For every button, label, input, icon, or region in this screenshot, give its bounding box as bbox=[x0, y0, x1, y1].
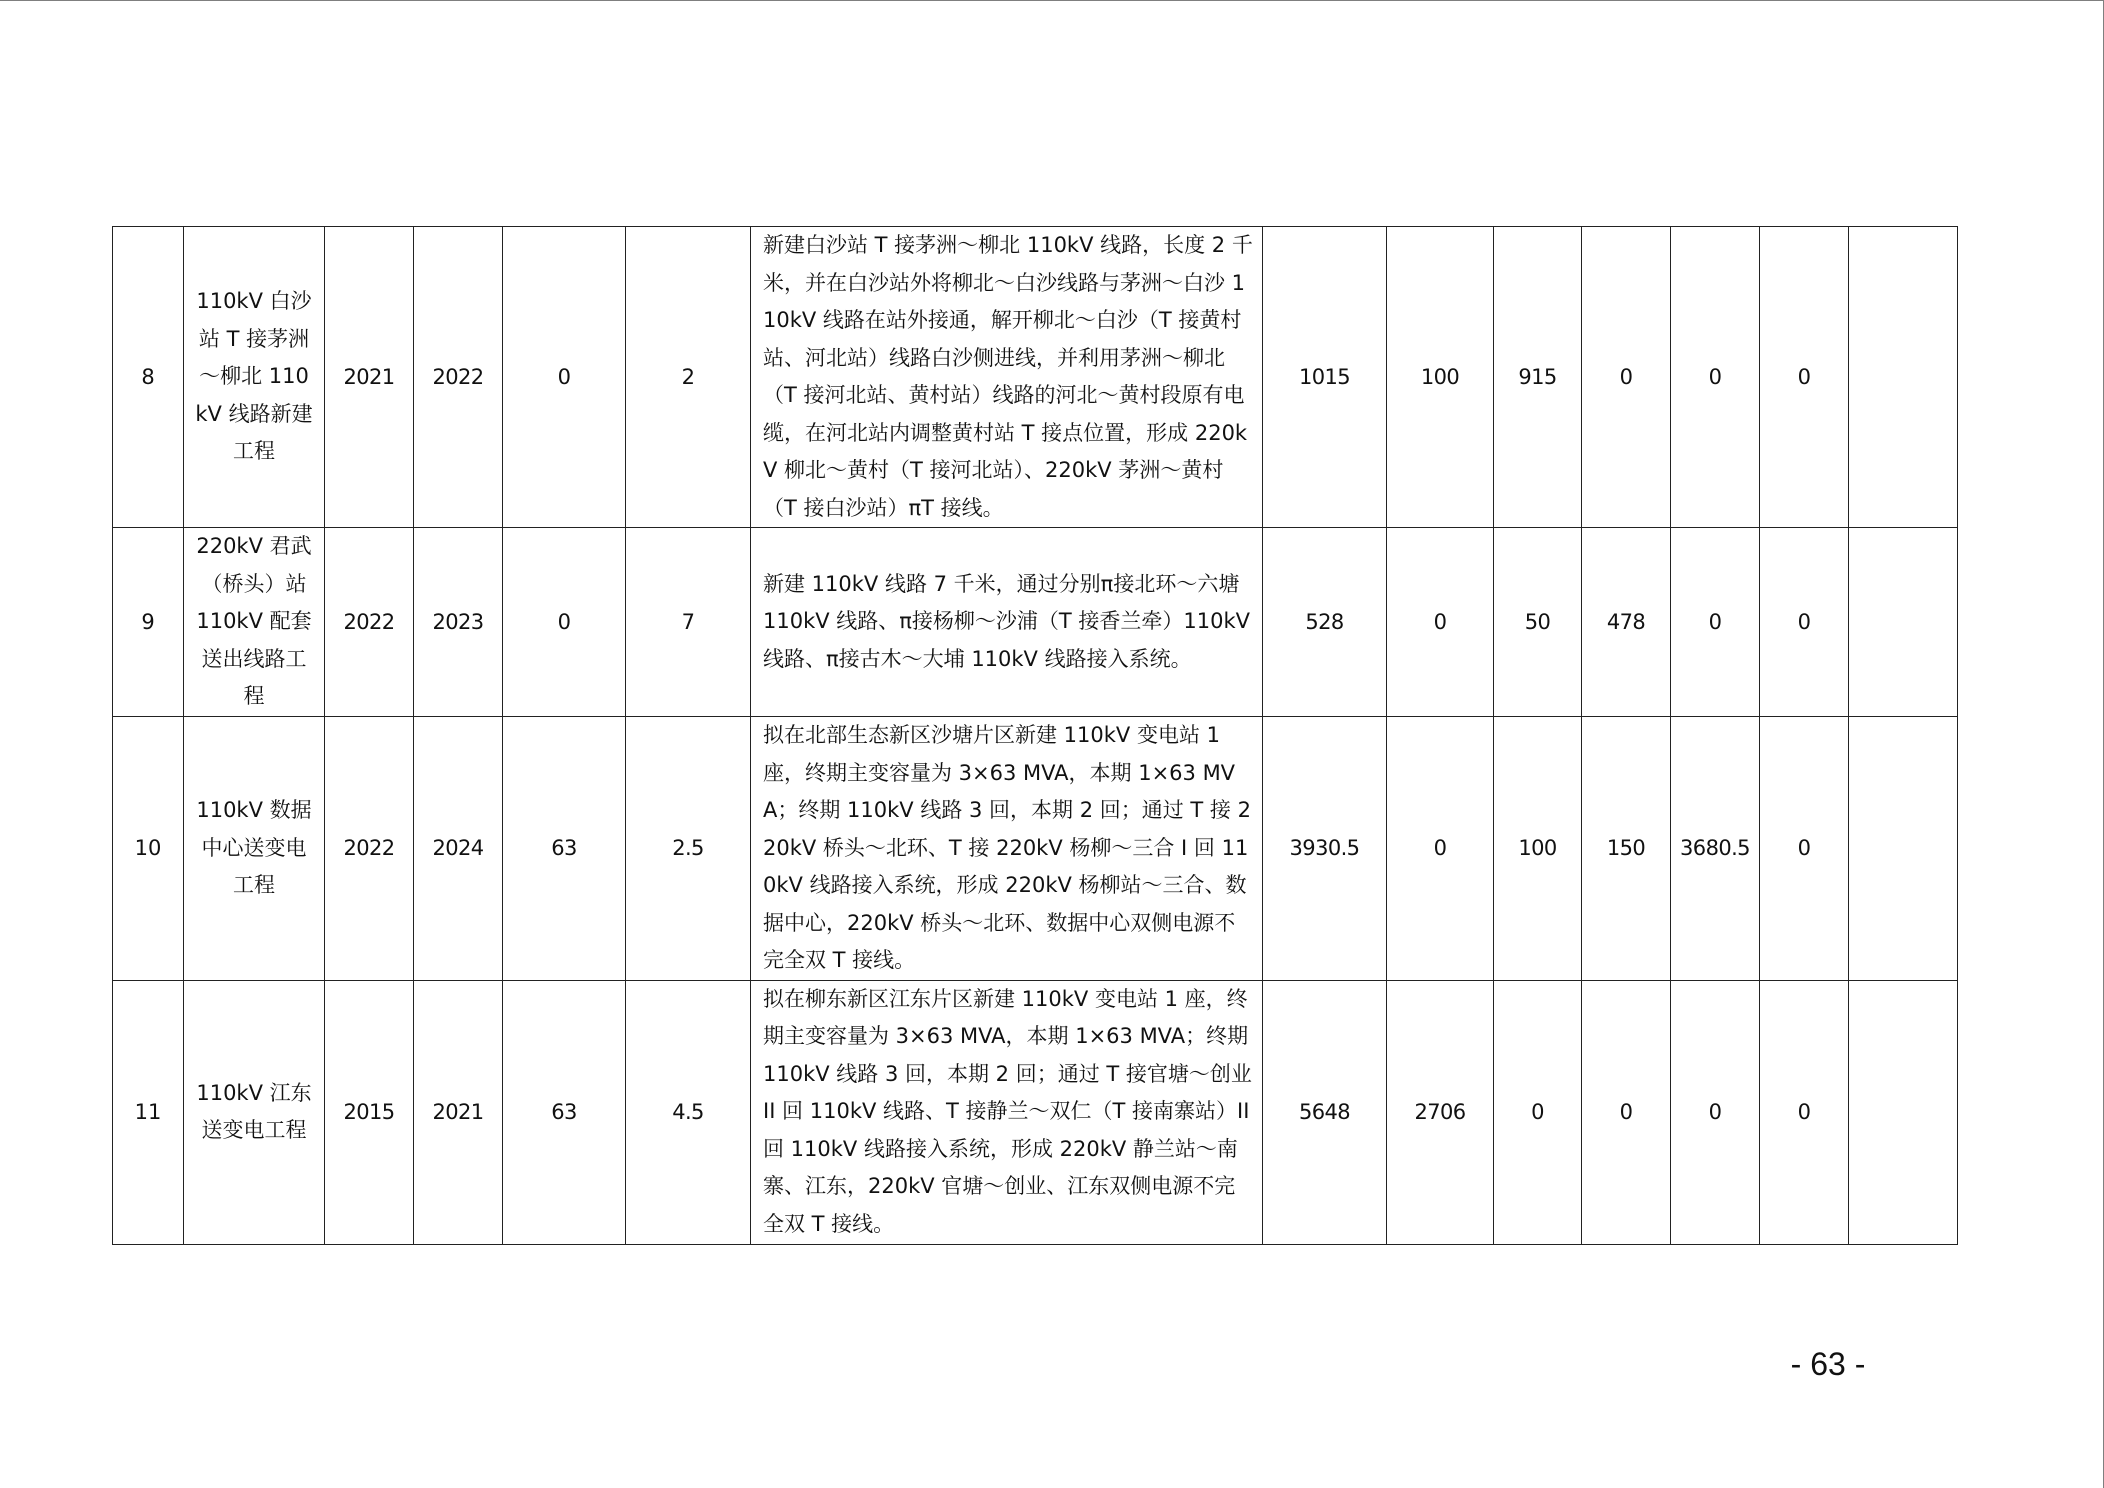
cell-value-4: 0 bbox=[1671, 227, 1760, 528]
cell-end-year: 2021 bbox=[414, 980, 503, 1244]
cell-no: 9 bbox=[113, 528, 184, 717]
cell-project-name: 110kV 白沙站 T 接茅洲～柳北 110kV 线路新建工程 bbox=[184, 227, 325, 528]
cell-start-year: 2021 bbox=[325, 227, 414, 528]
cell-capacity: 63 bbox=[503, 980, 626, 1244]
cell-value-3: 150 bbox=[1582, 717, 1671, 981]
cell-no: 8 bbox=[113, 227, 184, 528]
cell-value-3: 478 bbox=[1582, 528, 1671, 717]
cell-value-4: 0 bbox=[1671, 980, 1760, 1244]
cell-remark bbox=[1849, 980, 1958, 1244]
cell-start-year: 2015 bbox=[325, 980, 414, 1244]
cell-value-3: 0 bbox=[1582, 980, 1671, 1244]
cell-remark bbox=[1849, 717, 1958, 981]
cell-no: 10 bbox=[113, 717, 184, 981]
cell-end-year: 2022 bbox=[414, 227, 503, 528]
cell-value-2: 100 bbox=[1494, 717, 1582, 981]
table-row bbox=[113, 528, 1958, 717]
cell-remark bbox=[1849, 227, 1958, 528]
cell-description: 新建 110kV 线路 7 千米，通过分别π接北环～六塘 110kV 线路、π接杨柳～沙浦（T 接香兰牵）110kV 线路、π接古木～大埔 110kV 线路接入系统。 bbox=[751, 528, 1263, 717]
cell-value-5: 0 bbox=[1760, 227, 1849, 528]
project-table bbox=[112, 226, 1958, 1245]
cell-value-5: 0 bbox=[1760, 528, 1849, 717]
cell-line-length: 4.5 bbox=[626, 980, 751, 1244]
cell-capacity: 0 bbox=[503, 227, 626, 528]
cell-line-length: 2.5 bbox=[626, 717, 751, 981]
cell-value-2: 50 bbox=[1494, 528, 1582, 717]
cell-start-year: 2022 bbox=[325, 528, 414, 717]
page-number: - 63 - bbox=[1790, 1346, 1866, 1382]
cell-value-1: 0 bbox=[1387, 717, 1494, 981]
cell-value-3: 0 bbox=[1582, 227, 1671, 528]
cell-end-year: 2023 bbox=[414, 528, 503, 717]
table-row bbox=[113, 227, 1958, 528]
cell-value-1: 2706 bbox=[1387, 980, 1494, 1244]
cell-description: 拟在北部生态新区沙塘片区新建 110kV 变电站 1 座，终期主变容量为 3×63 MVA，本期 1×63 MVA；终期 110kV 线路 3 回，本期 2 回；通过 T 接 220kV 桥头～北环、T 接 220kV 杨柳～三合 I 回 110kV 线路接入系统，形成 220kV 杨柳站～三合、数据中心，220kV 桥头～北环、数据中心双侧电源不完全双 T 接线。 bbox=[751, 717, 1263, 981]
cell-line-length: 7 bbox=[626, 528, 751, 717]
cell-start-year: 2022 bbox=[325, 717, 414, 981]
cell-project-name: 220kV 君武（桥头）站 110kV 配套送出线路工程 bbox=[184, 528, 325, 717]
cell-value-1: 100 bbox=[1387, 227, 1494, 528]
cell-value-4: 0 bbox=[1671, 528, 1760, 717]
cell-description: 拟在柳东新区江东片区新建 110kV 变电站 1 座，终期主变容量为 3×63 MVA，本期 1×63 MVA；终期 110kV 线路 3 回，本期 2 回；通过 T 接官塘～创业 II 回 110kV 线路、T 接静兰～双仁（T 接南寨站）II 回 110kV 线路接入系统，形成 220kV 静兰站～南寨、江东，220kV 官塘～创业、江东双侧电源不完全双 T 接线。 bbox=[751, 980, 1263, 1244]
cell-project-name: 110kV 江东送变电工程 bbox=[184, 980, 325, 1244]
cell-remark bbox=[1849, 528, 1958, 717]
cell-value-5: 0 bbox=[1760, 980, 1849, 1244]
table-row bbox=[113, 980, 1958, 1244]
cell-end-year: 2024 bbox=[414, 717, 503, 981]
cell-value-5: 0 bbox=[1760, 717, 1849, 981]
cell-total-investment: 5648 bbox=[1263, 980, 1387, 1244]
cell-value-2: 0 bbox=[1494, 980, 1582, 1244]
cell-total-investment: 528 bbox=[1263, 528, 1387, 717]
cell-total-investment: 3930.5 bbox=[1263, 717, 1387, 981]
cell-project-name: 110kV 数据中心送变电工程 bbox=[184, 717, 325, 981]
cell-no: 11 bbox=[113, 980, 184, 1244]
cell-line-length: 2 bbox=[626, 227, 751, 528]
table-row bbox=[113, 717, 1958, 981]
cell-total-investment: 1015 bbox=[1263, 227, 1387, 528]
cell-description: 新建白沙站 T 接茅洲～柳北 110kV 线路，长度 2 千米，并在白沙站外将柳北～白沙线路与茅洲～白沙 110kV 线路在站外接通，解开柳北～白沙（T 接黄村站、河北站）线路白沙侧进线，并利用茅洲～柳北（T 接河北站、黄村站）线路的河北～黄村段原有电缆，在河北站内调整黄村站 T 接点位置，形成 220kV 柳北～黄村（T 接河北站）、220kV 茅洲～黄村（T 接白沙站）πT 接线。 bbox=[751, 227, 1263, 528]
cell-value-1: 0 bbox=[1387, 528, 1494, 717]
cell-capacity: 0 bbox=[503, 528, 626, 717]
cell-value-2: 915 bbox=[1494, 227, 1582, 528]
cell-value-4: 3680.5 bbox=[1671, 717, 1760, 981]
cell-capacity: 63 bbox=[503, 717, 626, 981]
